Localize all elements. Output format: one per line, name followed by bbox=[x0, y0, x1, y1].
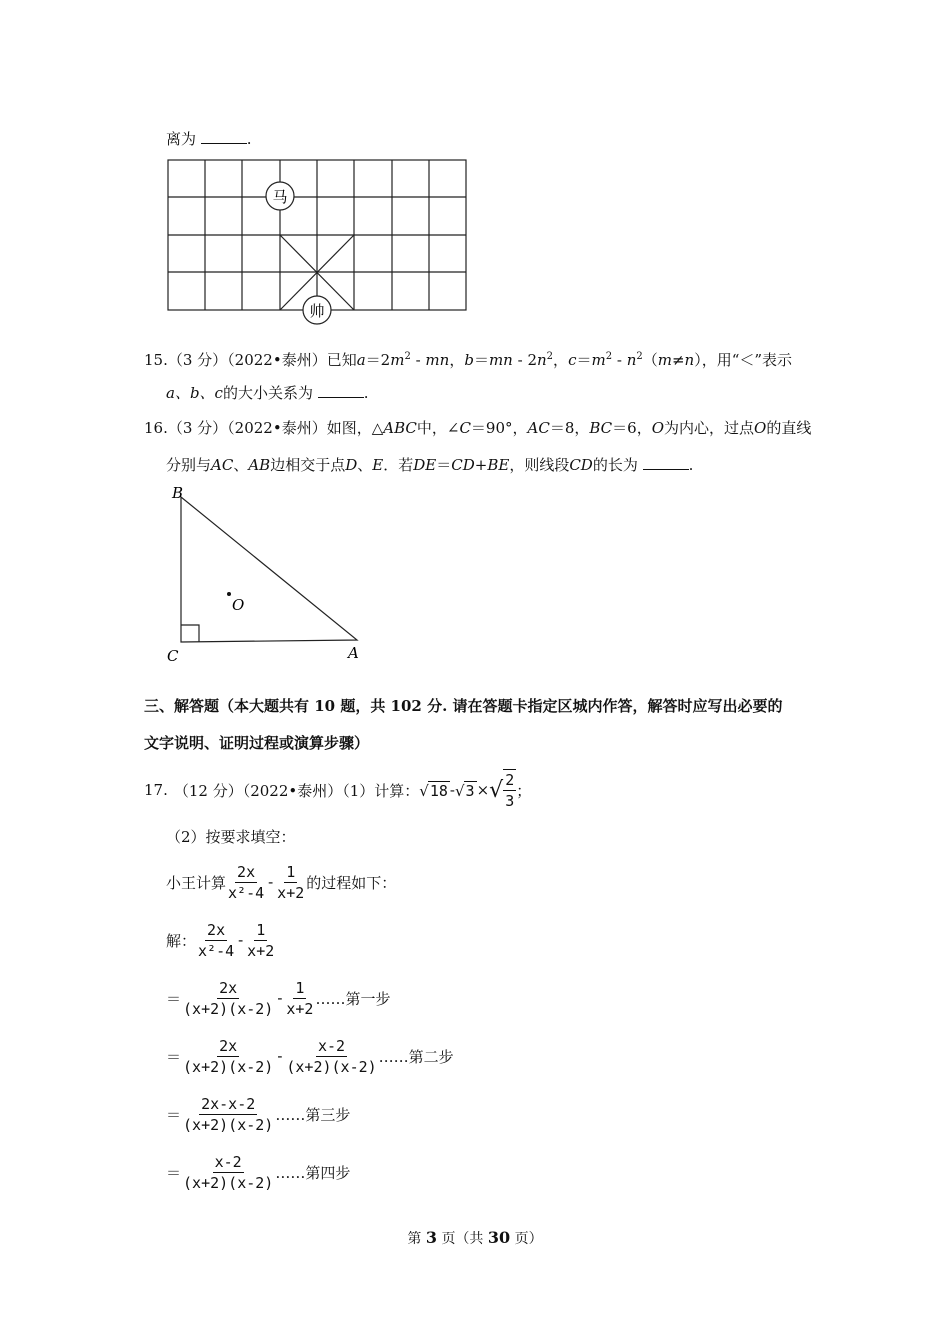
q17-solution: 解： $\frac{2x}{\text{x²-4}}$ - $\frac{1}{x+2}$ bbox=[166, 920, 275, 960]
svg-text:A: A bbox=[348, 644, 359, 662]
svg-text:B: B bbox=[172, 484, 184, 502]
svg-text:帅: 帅 bbox=[309, 302, 325, 320]
general-piece bbox=[303, 296, 331, 324]
svg-text:C: C bbox=[167, 647, 179, 665]
svg-text:马: 马 bbox=[272, 188, 288, 206]
step3-fraction: $\frac{2x-x-2}{(x+2)(x-2)}$ bbox=[183, 1094, 274, 1134]
q17-intro: 小王计算 $\frac{2x}{\text{x²-4}}$ - $\frac{1}{x+2}$ 的过程如下： bbox=[166, 862, 397, 902]
q17-line1: 17. （12 分）（2022•泰州）（1）计算： √18 - √3 × √ $\frac{2}{3}$ ； bbox=[144, 771, 532, 810]
step1-fraction-a: $\frac{2x}{(x+2)(x-2)}$ bbox=[183, 978, 274, 1018]
triangle-figure bbox=[160, 480, 380, 670]
q17-part2: （2）按要求填空： bbox=[166, 828, 296, 846]
step1-fraction-b: $\frac{1}{x+2}$ bbox=[286, 978, 314, 1018]
incenter-point bbox=[227, 592, 231, 596]
fraction-2x-over-x2-4: $\frac{2x}{\text{x²-4}}$ bbox=[228, 862, 265, 902]
sqrt-3: √3 bbox=[454, 781, 475, 800]
q17-step3: ＝ $\frac{2x-x-2}{(x+2)(x-2)}$ ……第三步 bbox=[166, 1094, 351, 1134]
fraction-1-over-x-2: $\frac{1}{x+2}$ bbox=[247, 920, 275, 960]
step2-fraction-b: $\frac{x-2}{(x+2)(x-2)}$ bbox=[286, 1036, 377, 1076]
q15-line1: 15.（3 分）（2022•泰州）已知$a=2m^2$ ‑ mn，b＝mn ‑ $2n^2$，$c=m^2$ ‑ $n^2(m\ne n)$，用“＜”表示 bbox=[144, 351, 793, 369]
q14-tail: 离为 . bbox=[166, 130, 252, 148]
chess-board-figure bbox=[160, 155, 480, 330]
horse-piece bbox=[266, 182, 294, 210]
section3-heading-line1: 三、解答题（本大题共有 10 题，共 102 分. 请在答题卡指定区城内作答，解答时应写出必要的 bbox=[144, 697, 783, 715]
q17-step4: ＝ $\frac{x-2}{(x+2)(x-2)}$ ……第四步 bbox=[166, 1152, 351, 1192]
step2-fraction-a: $\frac{2x}{(x+2)(x-2)}$ bbox=[183, 1036, 274, 1076]
fraction-2x-over-x2-4: $\frac{2x}{\text{x²-4}}$ bbox=[198, 920, 235, 960]
page-footer: 第 3 页（共 30 页） bbox=[407, 1228, 543, 1247]
q17-step1: ＝ $\frac{2x}{(x+2)(x-2)}$ - $\frac{1}{x+2}$ ……第一步 bbox=[166, 978, 391, 1018]
section3-heading-line2: 文字说明、证明过程或演算步骤） bbox=[144, 734, 370, 752]
answer-blank bbox=[643, 454, 689, 470]
answer-blank bbox=[201, 128, 247, 144]
sqrt-fraction: $\frac{2}{3}$ bbox=[505, 771, 515, 810]
fraction-1-over-x-2: $\frac{1}{x+2}$ bbox=[277, 862, 305, 902]
svg-text:O: O bbox=[232, 596, 245, 614]
q16-line2: 分别与AC、AB边相交于点D、E．若DE＝CD+BE，则线段CD的长为 . bbox=[166, 456, 694, 474]
q16-line1: 16.（3 分）（2022•泰州）如图，△ABC中，∠C＝90°，AC＝8，BC＝6，O为内心，过点O的直线 bbox=[144, 419, 812, 437]
sqrt-18: √18 bbox=[419, 781, 448, 800]
answer-blank bbox=[318, 382, 364, 398]
q17-step2: ＝ $\frac{2x}{(x+2)(x-2)}$ - $\frac{x-2}{(x+2)(x-2)}$ ……第二步 bbox=[166, 1036, 454, 1076]
q15-line2: a、b、c的大小关系为 . bbox=[166, 384, 369, 402]
step4-fraction: $\frac{x-2}{(x+2)(x-2)}$ bbox=[183, 1152, 274, 1192]
